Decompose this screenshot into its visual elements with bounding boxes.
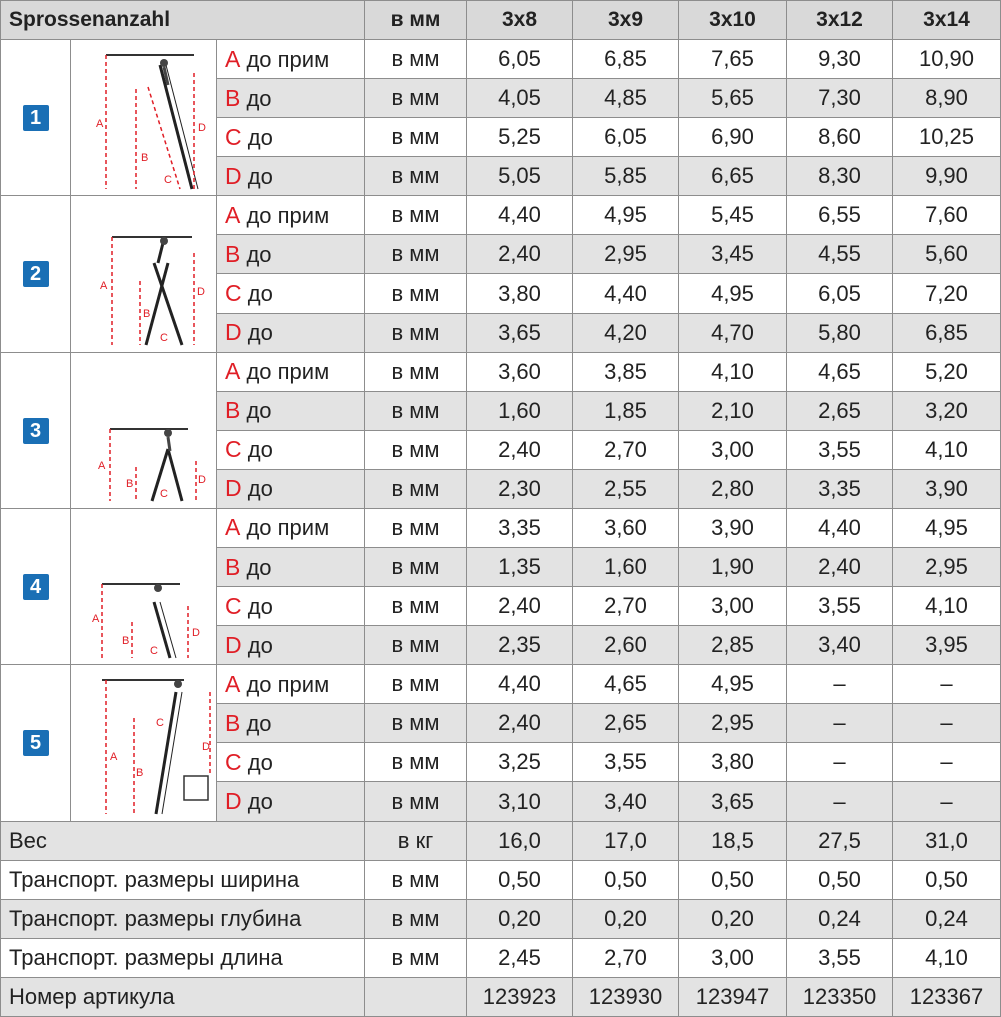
value-cell: 4,05 bbox=[467, 79, 573, 118]
value-cell: 6,85 bbox=[573, 40, 679, 79]
header-col: 3x8 bbox=[467, 1, 573, 40]
unit-cell: в мм bbox=[365, 665, 467, 704]
group-number-cell bbox=[1, 352, 71, 508]
value-cell: 4,95 bbox=[893, 508, 1001, 547]
value-cell: 1,60 bbox=[467, 391, 573, 430]
unit-cell: в мм bbox=[365, 157, 467, 196]
svg-text:C: C bbox=[149, 644, 158, 657]
value-cell: 0,20 bbox=[573, 899, 679, 938]
header-col: 3x10 bbox=[679, 1, 787, 40]
svg-text:C: C bbox=[163, 173, 172, 186]
dimension-label bbox=[217, 430, 365, 469]
value-cell: 4,10 bbox=[893, 430, 1001, 469]
dimension-letter: A bbox=[225, 514, 241, 541]
dimension-label bbox=[217, 40, 365, 79]
dimension-label bbox=[217, 235, 365, 274]
value-cell: 3,45 bbox=[679, 235, 787, 274]
value-cell: 4,40 bbox=[573, 274, 679, 313]
stepladder-icon bbox=[71, 357, 216, 503]
dimension-label bbox=[217, 274, 365, 313]
value-cell: 2,40 bbox=[467, 430, 573, 469]
value-cell: 2,95 bbox=[573, 235, 679, 274]
dimension-text: до прим bbox=[240, 359, 330, 385]
svg-text:B: B bbox=[125, 478, 133, 491]
value-cell: 2,70 bbox=[573, 430, 679, 469]
dimension-letter: C bbox=[225, 436, 242, 463]
dimension-label bbox=[217, 313, 365, 352]
value-cell: 0,50 bbox=[573, 860, 679, 899]
value-cell: 6,05 bbox=[573, 118, 679, 157]
value-cell: 3,55 bbox=[787, 430, 893, 469]
value-cell: 3,20 bbox=[893, 391, 1001, 430]
value-cell: 0,20 bbox=[467, 899, 573, 938]
value-cell: 0,24 bbox=[893, 899, 1001, 938]
dimension-text: до bbox=[241, 789, 273, 815]
value-cell: 4,65 bbox=[573, 665, 679, 704]
value-cell: 6,55 bbox=[787, 196, 893, 235]
value-cell: 3,80 bbox=[467, 274, 573, 313]
value-cell: 8,30 bbox=[787, 157, 893, 196]
unit-cell: в мм bbox=[365, 469, 467, 508]
footer-row bbox=[1, 821, 1001, 860]
value-cell: 4,10 bbox=[679, 352, 787, 391]
ladder-diagram-cell bbox=[71, 40, 217, 196]
value-cell: 0,50 bbox=[467, 860, 573, 899]
unit-cell: в мм bbox=[365, 899, 467, 938]
unit-cell: в мм bbox=[365, 79, 467, 118]
value-cell: 2,95 bbox=[893, 548, 1001, 587]
value-cell: – bbox=[893, 665, 1001, 704]
unit-cell: в кг bbox=[365, 821, 467, 860]
value-cell: 3,55 bbox=[787, 587, 893, 626]
value-cell: 3,65 bbox=[467, 313, 573, 352]
svg-text:A: A bbox=[99, 279, 107, 292]
value-cell: 4,95 bbox=[679, 665, 787, 704]
svg-text:B: B bbox=[140, 151, 148, 164]
value-cell: 5,05 bbox=[467, 157, 573, 196]
dimension-text: до bbox=[241, 749, 273, 775]
dimension-letter: C bbox=[225, 592, 242, 619]
svg-text:D: D bbox=[197, 121, 206, 134]
article-label: Номер артикула bbox=[1, 977, 365, 1016]
article-number: 123923 bbox=[467, 977, 573, 1016]
value-cell: 3,95 bbox=[893, 626, 1001, 665]
dimension-letter: D bbox=[225, 788, 242, 815]
unit-cell: в мм bbox=[365, 626, 467, 665]
group-number-cell bbox=[1, 40, 71, 196]
dimension-letter: A bbox=[225, 45, 241, 72]
dimension-letter: B bbox=[225, 709, 241, 736]
unit-cell: в мм bbox=[365, 196, 467, 235]
value-cell: 4,40 bbox=[467, 665, 573, 704]
dimension-letter: C bbox=[225, 748, 242, 775]
value-cell: 7,20 bbox=[893, 274, 1001, 313]
dimension-letter: B bbox=[225, 84, 241, 111]
value-cell: 6,05 bbox=[467, 40, 573, 79]
dimension-text: до прим bbox=[240, 671, 330, 697]
value-cell: 2,80 bbox=[679, 469, 787, 508]
dimension-label bbox=[217, 157, 365, 196]
dimension-letter: D bbox=[225, 162, 242, 189]
unit-cell: в мм bbox=[365, 938, 467, 977]
table-row bbox=[1, 40, 1001, 79]
dimension-text: до bbox=[240, 241, 272, 267]
dimension-text: до bbox=[241, 632, 273, 658]
header-col: 3x12 bbox=[787, 1, 893, 40]
value-cell: 5,65 bbox=[679, 79, 787, 118]
group-number-cell bbox=[1, 196, 71, 352]
svg-text:D: D bbox=[196, 285, 205, 298]
header-col: 3x9 bbox=[573, 1, 679, 40]
dimension-letter: A bbox=[225, 358, 241, 385]
value-cell: 2,40 bbox=[467, 235, 573, 274]
value-cell: 1,60 bbox=[573, 548, 679, 587]
svg-text:D: D bbox=[197, 474, 206, 487]
value-cell: 10,90 bbox=[893, 40, 1001, 79]
header-unit: в мм bbox=[365, 1, 467, 40]
value-cell: 4,65 bbox=[787, 352, 893, 391]
footer-row bbox=[1, 860, 1001, 899]
value-cell: 2,40 bbox=[467, 704, 573, 743]
value-cell: 5,60 bbox=[893, 235, 1001, 274]
value-cell: 4,20 bbox=[573, 313, 679, 352]
footer-row bbox=[1, 938, 1001, 977]
svg-text:A: A bbox=[97, 460, 105, 473]
footer-label: Вес bbox=[1, 821, 365, 860]
value-cell: 17,0 bbox=[573, 821, 679, 860]
dimension-text: до bbox=[241, 476, 273, 502]
ladder-diagram-cell bbox=[71, 352, 217, 508]
dimension-label bbox=[217, 508, 365, 547]
a-frame-extension-icon bbox=[71, 201, 216, 347]
value-cell: 2,65 bbox=[573, 704, 679, 743]
value-cell: 3,35 bbox=[467, 508, 573, 547]
value-cell: 2,30 bbox=[467, 469, 573, 508]
value-cell: 0,24 bbox=[787, 899, 893, 938]
value-cell: – bbox=[787, 704, 893, 743]
dimension-text: до bbox=[241, 320, 273, 346]
value-cell: 0,50 bbox=[787, 860, 893, 899]
dimension-label bbox=[217, 548, 365, 587]
unit-cell: в мм bbox=[365, 274, 467, 313]
ladder-diagram-cell bbox=[71, 196, 217, 352]
value-cell: 31,0 bbox=[893, 821, 1001, 860]
footer-label: Транспорт. размеры ширина bbox=[1, 860, 365, 899]
value-cell: 3,90 bbox=[679, 508, 787, 547]
svg-text:D: D bbox=[191, 626, 200, 639]
svg-text:B: B bbox=[121, 634, 129, 647]
table-row bbox=[1, 196, 1001, 235]
unit-cell: в мм bbox=[365, 587, 467, 626]
value-cell: 4,10 bbox=[893, 587, 1001, 626]
value-cell: 0,50 bbox=[893, 860, 1001, 899]
value-cell: 3,60 bbox=[467, 352, 573, 391]
value-cell: 2,40 bbox=[787, 548, 893, 587]
value-cell: 3,55 bbox=[573, 743, 679, 782]
footer-label: Транспорт. размеры длина bbox=[1, 938, 365, 977]
value-cell: 3,60 bbox=[573, 508, 679, 547]
svg-text:A: A bbox=[91, 612, 99, 625]
value-cell: 1,90 bbox=[679, 548, 787, 587]
svg-text:C: C bbox=[159, 488, 168, 501]
ladder-diagram-cell bbox=[71, 665, 217, 821]
dimension-letter: B bbox=[225, 397, 241, 424]
dimension-label bbox=[217, 352, 365, 391]
value-cell: 3,40 bbox=[573, 782, 679, 821]
group-number-cell bbox=[1, 665, 71, 821]
value-cell: 3,35 bbox=[787, 469, 893, 508]
dimension-label bbox=[217, 743, 365, 782]
group-number-cell bbox=[1, 508, 71, 664]
value-cell: 4,70 bbox=[679, 313, 787, 352]
header-col: 3x14 bbox=[893, 1, 1001, 40]
unit-cell-empty bbox=[365, 977, 467, 1016]
unit-cell: в мм bbox=[365, 430, 467, 469]
value-cell: 7,65 bbox=[679, 40, 787, 79]
value-cell: 3,40 bbox=[787, 626, 893, 665]
value-cell: 8,90 bbox=[893, 79, 1001, 118]
value-cell: 1,35 bbox=[467, 548, 573, 587]
dimension-label bbox=[217, 587, 365, 626]
table-row bbox=[1, 665, 1001, 704]
value-cell: 5,45 bbox=[679, 196, 787, 235]
dimension-text: до bbox=[241, 163, 273, 189]
value-cell: 6,65 bbox=[679, 157, 787, 196]
dimension-letter: C bbox=[225, 123, 242, 150]
value-cell: – bbox=[893, 782, 1001, 821]
value-cell: 3,65 bbox=[679, 782, 787, 821]
unit-cell: в мм bbox=[365, 743, 467, 782]
unit-cell: в мм bbox=[365, 704, 467, 743]
value-cell: 3,90 bbox=[893, 469, 1001, 508]
article-number: 123350 bbox=[787, 977, 893, 1016]
article-row bbox=[1, 977, 1001, 1016]
group-number-badge: 5 bbox=[23, 730, 49, 756]
value-cell: – bbox=[787, 665, 893, 704]
svg-text:A: A bbox=[95, 117, 103, 130]
value-cell: 5,20 bbox=[893, 352, 1001, 391]
dimension-label bbox=[217, 782, 365, 821]
svg-text:D: D bbox=[201, 740, 210, 753]
dimension-letter: A bbox=[225, 670, 241, 697]
value-cell: 4,10 bbox=[893, 938, 1001, 977]
value-cell: 3,00 bbox=[679, 587, 787, 626]
svg-text:B: B bbox=[135, 766, 143, 779]
dimension-letter: D bbox=[225, 475, 242, 502]
value-cell: 3,85 bbox=[573, 352, 679, 391]
dimension-label bbox=[217, 704, 365, 743]
dimension-text: до прим bbox=[240, 202, 330, 228]
value-cell: 3,80 bbox=[679, 743, 787, 782]
dimension-label bbox=[217, 118, 365, 157]
stair-ladder-icon bbox=[71, 670, 216, 816]
dimension-text: до bbox=[241, 593, 273, 619]
value-cell: 10,25 bbox=[893, 118, 1001, 157]
value-cell: 0,50 bbox=[679, 860, 787, 899]
unit-cell: в мм bbox=[365, 352, 467, 391]
dimension-text: до bbox=[241, 281, 273, 306]
leaning-ladder-icon bbox=[71, 514, 216, 660]
dimension-label bbox=[217, 626, 365, 665]
value-cell: 2,65 bbox=[787, 391, 893, 430]
article-number: 123367 bbox=[893, 977, 1001, 1016]
unit-cell: в мм bbox=[365, 313, 467, 352]
unit-cell: в мм bbox=[365, 118, 467, 157]
footer-row bbox=[1, 899, 1001, 938]
value-cell: 4,85 bbox=[573, 79, 679, 118]
value-cell: 5,85 bbox=[573, 157, 679, 196]
unit-cell: в мм bbox=[365, 235, 467, 274]
dimension-text: до bbox=[240, 710, 272, 736]
value-cell: 4,40 bbox=[467, 196, 573, 235]
group-number-badge: 1 bbox=[23, 105, 49, 131]
header-row bbox=[1, 1, 1001, 40]
value-cell: 3,00 bbox=[679, 938, 787, 977]
value-cell: 2,95 bbox=[679, 704, 787, 743]
group-number-badge: 2 bbox=[23, 261, 49, 287]
value-cell: 2,10 bbox=[679, 391, 787, 430]
value-cell: 3,00 bbox=[679, 430, 787, 469]
dimension-label bbox=[217, 79, 365, 118]
dimension-label bbox=[217, 469, 365, 508]
group-number-badge: 3 bbox=[23, 418, 49, 444]
value-cell: 6,85 bbox=[893, 313, 1001, 352]
value-cell: – bbox=[787, 782, 893, 821]
unit-cell: в мм bbox=[365, 782, 467, 821]
dimension-text: до bbox=[240, 398, 272, 424]
group-number-badge: 4 bbox=[23, 574, 49, 600]
value-cell: 6,05 bbox=[787, 274, 893, 313]
value-cell: 16,0 bbox=[467, 821, 573, 860]
dimension-text: до bbox=[241, 437, 273, 463]
value-cell: 4,95 bbox=[573, 196, 679, 235]
dimension-text: до прим bbox=[240, 515, 330, 541]
dimension-label bbox=[217, 391, 365, 430]
svg-text:A: A bbox=[109, 750, 117, 763]
dimension-letter: D bbox=[225, 319, 242, 346]
value-cell: 7,60 bbox=[893, 196, 1001, 235]
ladder-diagram-cell bbox=[71, 508, 217, 664]
value-cell: 3,25 bbox=[467, 743, 573, 782]
value-cell: 0,20 bbox=[679, 899, 787, 938]
unit-cell: в мм bbox=[365, 508, 467, 547]
svg-text:C: C bbox=[155, 716, 164, 729]
value-cell: 7,30 bbox=[787, 79, 893, 118]
unit-cell: в мм bbox=[365, 40, 467, 79]
dimension-label bbox=[217, 665, 365, 704]
dimension-text: до bbox=[240, 554, 272, 580]
value-cell: – bbox=[787, 743, 893, 782]
dimension-label bbox=[217, 196, 365, 235]
value-cell: 2,45 bbox=[467, 938, 573, 977]
value-cell: 2,70 bbox=[573, 587, 679, 626]
unit-cell: в мм bbox=[365, 391, 467, 430]
unit-cell: в мм bbox=[365, 860, 467, 899]
value-cell: 6,90 bbox=[679, 118, 787, 157]
svg-text:C: C bbox=[159, 331, 168, 344]
footer-label: Транспорт. размеры глубина bbox=[1, 899, 365, 938]
value-cell: – bbox=[893, 743, 1001, 782]
svg-text:B: B bbox=[142, 307, 150, 320]
value-cell: 3,55 bbox=[787, 938, 893, 977]
dimension-letter: B bbox=[225, 240, 241, 267]
value-cell: 2,70 bbox=[573, 938, 679, 977]
value-cell: 3,10 bbox=[467, 782, 573, 821]
value-cell: 8,60 bbox=[787, 118, 893, 157]
value-cell: 5,25 bbox=[467, 118, 573, 157]
value-cell: – bbox=[893, 704, 1001, 743]
value-cell: 2,85 bbox=[679, 626, 787, 665]
article-number: 123947 bbox=[679, 977, 787, 1016]
value-cell: 2,40 bbox=[467, 587, 573, 626]
dimension-text: до bbox=[241, 124, 273, 150]
value-cell: 4,40 bbox=[787, 508, 893, 547]
header-title: Sprossenanzahl bbox=[1, 1, 365, 40]
table-row bbox=[1, 352, 1001, 391]
dimension-letter: D bbox=[225, 631, 242, 658]
value-cell: 18,5 bbox=[679, 821, 787, 860]
dimension-text: до прим bbox=[240, 46, 330, 72]
value-cell: 9,30 bbox=[787, 40, 893, 79]
article-number: 123930 bbox=[573, 977, 679, 1016]
value-cell: 2,35 bbox=[467, 626, 573, 665]
dimension-letter: A bbox=[225, 201, 241, 228]
table-row bbox=[1, 508, 1001, 547]
value-cell: 9,90 bbox=[893, 157, 1001, 196]
extended-ladder-icon bbox=[71, 45, 216, 191]
value-cell: 2,60 bbox=[573, 626, 679, 665]
value-cell: 27,5 bbox=[787, 821, 893, 860]
value-cell: 2,55 bbox=[573, 469, 679, 508]
dimension-letter: C bbox=[225, 280, 242, 306]
dimension-text: до bbox=[240, 85, 272, 111]
unit-cell: в мм bbox=[365, 548, 467, 587]
value-cell: 4,95 bbox=[679, 274, 787, 313]
value-cell: 1,85 bbox=[573, 391, 679, 430]
dimension-letter: B bbox=[225, 553, 241, 580]
value-cell: 4,55 bbox=[787, 235, 893, 274]
value-cell: 5,80 bbox=[787, 313, 893, 352]
